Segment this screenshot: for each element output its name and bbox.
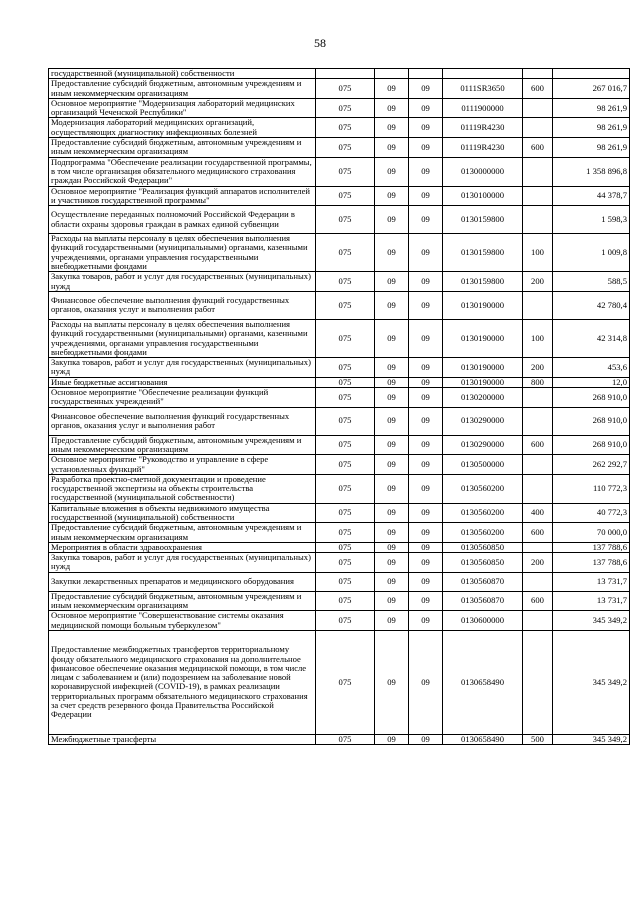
amount-cell: 44 378,7 — [553, 186, 630, 206]
subsection-code-cell: 09 — [409, 474, 443, 503]
ministry-code-cell: 075 — [316, 553, 375, 573]
expense-type-code-cell — [523, 186, 553, 206]
table-row — [49, 503, 630, 523]
section-code-cell: 09 — [375, 319, 409, 357]
amount-cell: 1 598,3 — [553, 206, 630, 234]
target-article-code-cell: 0130560200 — [443, 523, 523, 543]
subsection-code-cell — [409, 69, 443, 79]
section-code-cell: 09 — [375, 79, 409, 99]
section-code-cell: 09 — [375, 455, 409, 475]
expense-type-code-cell: 800 — [523, 377, 553, 387]
section-code-cell: 09 — [375, 118, 409, 138]
subsection-code-cell: 09 — [409, 186, 443, 206]
expense-type-code-cell: 100 — [523, 319, 553, 357]
expense-type-code-cell: 600 — [523, 523, 553, 543]
target-article-code-cell: 0130159800 — [443, 206, 523, 234]
row-name-cell: Предоставление субсидий бюджетным, автономным учреждениям и иным некоммерческим организациям — [49, 591, 316, 611]
expense-type-code-cell: 600 — [523, 591, 553, 611]
expense-type-code-cell — [523, 572, 553, 591]
target-article-code-cell: 0111SR3650 — [443, 79, 523, 99]
amount-cell: 1 009,8 — [553, 234, 630, 272]
amount-cell: 137 788,6 — [553, 553, 630, 573]
section-code-cell: 09 — [375, 291, 409, 319]
ministry-code-cell: 075 — [316, 186, 375, 206]
ministry-code-cell: 075 — [316, 319, 375, 357]
subsection-code-cell: 09 — [409, 118, 443, 138]
target-article-code-cell: 0130560870 — [443, 572, 523, 591]
row-name-cell: Разработка проектно-сметной документации и проведение государственной экспертизы на объекты строительства государственной (муниципальной собственности) — [49, 474, 316, 503]
target-article-code-cell: 0130200000 — [443, 388, 523, 408]
target-article-code-cell: 0130159800 — [443, 234, 523, 272]
expense-type-code-cell — [523, 118, 553, 138]
row-name-cell: Иные бюджетные ассигнования — [49, 377, 316, 387]
subsection-code-cell: 09 — [409, 79, 443, 99]
section-code-cell: 09 — [375, 503, 409, 523]
subsection-code-cell: 09 — [409, 523, 443, 543]
target-article-code-cell: 0130190000 — [443, 377, 523, 387]
table-row — [49, 358, 630, 378]
subsection-code-cell: 09 — [409, 388, 443, 408]
section-code-cell: 09 — [375, 523, 409, 543]
section-code-cell: 09 — [375, 157, 409, 186]
amount-cell: 40 772,3 — [553, 503, 630, 523]
expense-type-code-cell — [523, 98, 553, 118]
amount-cell: 345 349,2 — [553, 611, 630, 631]
row-name-cell: Предоставление субсидий бюджетным, автономным учреждениям и иным некоммерческим организациям — [49, 138, 316, 158]
table-row — [49, 630, 630, 734]
amount-cell: 268 910,0 — [553, 388, 630, 408]
amount-cell: 110 772,3 — [553, 474, 630, 503]
subsection-code-cell: 09 — [409, 572, 443, 591]
target-article-code-cell: 0130290000 — [443, 407, 523, 435]
target-article-code-cell: 0130658490 — [443, 734, 523, 744]
amount-cell: 42 314,8 — [553, 319, 630, 357]
row-name-cell: Закупка товаров, работ и услуг для государственных (муниципальных) нужд — [49, 272, 316, 292]
table-row — [49, 138, 630, 158]
ministry-code-cell — [316, 69, 375, 79]
target-article-code-cell: 0111900000 — [443, 98, 523, 118]
row-name-cell: Межбюджетные трансферты — [49, 734, 316, 744]
target-article-code-cell: 0130560200 — [443, 474, 523, 503]
subsection-code-cell: 09 — [409, 630, 443, 734]
row-name-cell: Предоставление субсидий бюджетным, автономным учреждениям и иным некоммерческим организациям — [49, 523, 316, 543]
amount-cell: 262 292,7 — [553, 455, 630, 475]
ministry-code-cell: 075 — [316, 734, 375, 744]
subsection-code-cell: 09 — [409, 591, 443, 611]
section-code-cell: 09 — [375, 358, 409, 378]
subsection-code-cell: 09 — [409, 358, 443, 378]
row-name-cell: Предоставление межбюджетных трансфертов территориальному фонду обязательного медицинского страхования на дополнительное финансовое обеспечение оказания медицинской помощи, в том числе лицам с заболеванием и (или) подозрением на заболевание новой коронавирусной инфекцией (COVID-19), в рамках реализации территориальных программ обязательного медицинского страхования за счет средств резервного фонда Правительства Российской Федерации — [49, 630, 316, 734]
ministry-code-cell: 075 — [316, 572, 375, 591]
target-article-code-cell: 0130560850 — [443, 542, 523, 552]
table-row — [49, 572, 630, 591]
subsection-code-cell: 09 — [409, 435, 443, 455]
table-row — [49, 435, 630, 455]
amount-cell — [553, 69, 630, 79]
section-code-cell: 09 — [375, 553, 409, 573]
ministry-code-cell: 075 — [316, 377, 375, 387]
section-code-cell: 09 — [375, 377, 409, 387]
table-row — [49, 388, 630, 408]
row-name-cell: Модернизация лабораторий медицинских организаций, осуществляющих диагностику инфекционных болезней — [49, 118, 316, 138]
section-code-cell: 09 — [375, 234, 409, 272]
section-code-cell: 09 — [375, 542, 409, 552]
table-row — [49, 291, 630, 319]
table-row — [49, 407, 630, 435]
amount-cell: 345 349,2 — [553, 630, 630, 734]
amount-cell: 13 731,7 — [553, 591, 630, 611]
subsection-code-cell: 09 — [409, 234, 443, 272]
row-name-cell: Основное мероприятие "Совершенствование системы оказания медицинской помощи больным туберкулезом" — [49, 611, 316, 631]
amount-cell: 268 910,0 — [553, 435, 630, 455]
section-code-cell: 09 — [375, 474, 409, 503]
row-name-cell: Мероприятия в области здравоохранения — [49, 542, 316, 552]
subsection-code-cell: 09 — [409, 157, 443, 186]
subsection-code-cell: 09 — [409, 377, 443, 387]
table-row — [49, 553, 630, 573]
section-code-cell — [375, 69, 409, 79]
target-article-code-cell: 01119R4230 — [443, 138, 523, 158]
budget-table-body — [49, 69, 630, 745]
amount-cell: 267 016,7 — [553, 79, 630, 99]
target-article-code-cell: 0130500000 — [443, 455, 523, 475]
ministry-code-cell: 075 — [316, 157, 375, 186]
table-row — [49, 734, 630, 744]
row-name-cell: Расходы на выплаты персоналу в целях обеспечения выполнения функций государственными (муниципальными) органами, казенными учреждениями, органами управления государственными внебюджетными фондами — [49, 319, 316, 357]
row-name-cell: Основное мероприятие "Модернизация лабораторий медицинских организаций Чеченской Республики" — [49, 98, 316, 118]
section-code-cell: 09 — [375, 572, 409, 591]
ministry-code-cell: 075 — [316, 291, 375, 319]
target-article-code-cell: 0130190000 — [443, 291, 523, 319]
subsection-code-cell: 09 — [409, 542, 443, 552]
table-row — [49, 157, 630, 186]
ministry-code-cell: 075 — [316, 611, 375, 631]
ministry-code-cell: 075 — [316, 542, 375, 552]
row-name-cell: Основное мероприятие "Реализация функций аппаратов исполнителей и участников государственной программы" — [49, 186, 316, 206]
ministry-code-cell: 075 — [316, 79, 375, 99]
ministry-code-cell: 075 — [316, 358, 375, 378]
subsection-code-cell: 09 — [409, 291, 443, 319]
subsection-code-cell: 09 — [409, 553, 443, 573]
table-row — [49, 118, 630, 138]
expense-type-code-cell — [523, 455, 553, 475]
target-article-code-cell: 0130600000 — [443, 611, 523, 631]
row-name-cell: Предоставление субсидий бюджетным, автономным учреждениям и иным некоммерческим организациям — [49, 79, 316, 99]
expense-type-code-cell — [523, 474, 553, 503]
ministry-code-cell: 075 — [316, 407, 375, 435]
expense-type-code-cell: 600 — [523, 138, 553, 158]
expense-type-code-cell — [523, 611, 553, 631]
table-row — [49, 377, 630, 387]
ministry-code-cell: 075 — [316, 98, 375, 118]
table-row — [49, 474, 630, 503]
row-name-cell: государственной (муниципальной) собственности — [49, 69, 316, 79]
subsection-code-cell: 09 — [409, 206, 443, 234]
table-row — [49, 591, 630, 611]
amount-cell: 98 261,9 — [553, 98, 630, 118]
amount-cell: 12,0 — [553, 377, 630, 387]
expense-type-code-cell: 200 — [523, 553, 553, 573]
subsection-code-cell: 09 — [409, 734, 443, 744]
amount-cell: 98 261,9 — [553, 118, 630, 138]
amount-cell: 453,6 — [553, 358, 630, 378]
ministry-code-cell: 075 — [316, 118, 375, 138]
expense-type-code-cell — [523, 206, 553, 234]
ministry-code-cell: 075 — [316, 591, 375, 611]
table-row — [49, 186, 630, 206]
expense-type-code-cell — [523, 291, 553, 319]
subsection-code-cell: 09 — [409, 503, 443, 523]
amount-cell: 70 000,0 — [553, 523, 630, 543]
row-name-cell: Финансовое обеспечение выполнения функций государственных органов, оказания услуг и выполнения работ — [49, 291, 316, 319]
table-row — [49, 69, 630, 79]
amount-cell: 588,5 — [553, 272, 630, 292]
row-name-cell: Осуществление переданных полномочий Российской Федерации в области охраны здоровья граждан в рамках единой субвенции — [49, 206, 316, 234]
table-row — [49, 234, 630, 272]
target-article-code-cell: 0130560200 — [443, 503, 523, 523]
subsection-code-cell: 09 — [409, 138, 443, 158]
amount-cell: 345 349,2 — [553, 734, 630, 744]
expense-type-code-cell: 400 — [523, 503, 553, 523]
budget-table — [48, 68, 630, 745]
subsection-code-cell: 09 — [409, 455, 443, 475]
ministry-code-cell: 075 — [316, 474, 375, 503]
section-code-cell: 09 — [375, 435, 409, 455]
expense-type-code-cell: 200 — [523, 272, 553, 292]
table-row — [49, 542, 630, 552]
section-code-cell: 09 — [375, 611, 409, 631]
amount-cell: 137 788,6 — [553, 542, 630, 552]
table-row — [49, 272, 630, 292]
target-article-code-cell: 0130100000 — [443, 186, 523, 206]
table-row — [49, 611, 630, 631]
section-code-cell: 09 — [375, 138, 409, 158]
row-name-cell: Закупки лекарственных препаратов и медицинского оборудования — [49, 572, 316, 591]
section-code-cell: 09 — [375, 591, 409, 611]
row-name-cell: Финансовое обеспечение выполнения функций государственных органов, оказания услуг и выполнения работ — [49, 407, 316, 435]
subsection-code-cell: 09 — [409, 272, 443, 292]
target-article-code-cell — [443, 69, 523, 79]
row-name-cell: Расходы на выплаты персоналу в целях обеспечения выполнения функций государственными (муниципальными) органами, казенными учреждениями, органами управления государственными внебюджетными фондами — [49, 234, 316, 272]
page-number: 58 — [314, 36, 326, 50]
section-code-cell: 09 — [375, 272, 409, 292]
target-article-code-cell: 0130190000 — [443, 319, 523, 357]
target-article-code-cell: 0130000000 — [443, 157, 523, 186]
amount-cell: 268 910,0 — [553, 407, 630, 435]
section-code-cell: 09 — [375, 186, 409, 206]
target-article-code-cell: 01119R4230 — [443, 118, 523, 138]
amount-cell: 1 358 896,8 — [553, 157, 630, 186]
table-row — [49, 98, 630, 118]
section-code-cell: 09 — [375, 630, 409, 734]
subsection-code-cell: 09 — [409, 611, 443, 631]
expense-type-code-cell — [523, 542, 553, 552]
section-code-cell: 09 — [375, 388, 409, 408]
ministry-code-cell: 075 — [316, 503, 375, 523]
expense-type-code-cell — [523, 407, 553, 435]
row-name-cell: Закупка товаров, работ и услуг для государственных (муниципальных) нужд — [49, 553, 316, 573]
expense-type-code-cell: 600 — [523, 435, 553, 455]
expense-type-code-cell — [523, 69, 553, 79]
ministry-code-cell: 075 — [316, 388, 375, 408]
row-name-cell: Подпрограмма "Обеспечение реализации государственной программы, в том числе организация обязательного медицинского страхования граждан Российской Федерации" — [49, 157, 316, 186]
target-article-code-cell: 0130658490 — [443, 630, 523, 734]
section-code-cell: 09 — [375, 206, 409, 234]
row-name-cell: Капитальные вложения в объекты недвижимого имущества государственной (муниципальной) собственности — [49, 503, 316, 523]
expense-type-code-cell: 100 — [523, 234, 553, 272]
ministry-code-cell: 075 — [316, 435, 375, 455]
ministry-code-cell: 075 — [316, 523, 375, 543]
expense-type-code-cell — [523, 157, 553, 186]
ministry-code-cell: 075 — [316, 206, 375, 234]
row-name-cell: Основное мероприятие "Руководство и управление в сфере установленных функций" — [49, 455, 316, 475]
expense-type-code-cell — [523, 630, 553, 734]
expense-type-code-cell: 500 — [523, 734, 553, 744]
subsection-code-cell: 09 — [409, 407, 443, 435]
target-article-code-cell: 0130290000 — [443, 435, 523, 455]
amount-cell: 42 780,4 — [553, 291, 630, 319]
table-row — [49, 79, 630, 99]
expense-type-code-cell — [523, 388, 553, 408]
table-row — [49, 319, 630, 357]
ministry-code-cell: 075 — [316, 234, 375, 272]
table-row — [49, 523, 630, 543]
section-code-cell: 09 — [375, 98, 409, 118]
target-article-code-cell: 0130560850 — [443, 553, 523, 573]
row-name-cell: Предоставление субсидий бюджетным, автономным учреждениям и иным некоммерческим организациям — [49, 435, 316, 455]
section-code-cell: 09 — [375, 734, 409, 744]
section-code-cell: 09 — [375, 407, 409, 435]
expense-type-code-cell: 600 — [523, 79, 553, 99]
ministry-code-cell: 075 — [316, 138, 375, 158]
target-article-code-cell: 0130190000 — [443, 358, 523, 378]
table-row — [49, 455, 630, 475]
subsection-code-cell: 09 — [409, 319, 443, 357]
ministry-code-cell: 075 — [316, 272, 375, 292]
expense-type-code-cell: 200 — [523, 358, 553, 378]
row-name-cell: Закупка товаров, работ и услуг для государственных (муниципальных) нужд — [49, 358, 316, 378]
table-row — [49, 206, 630, 234]
amount-cell: 13 731,7 — [553, 572, 630, 591]
target-article-code-cell: 0130560870 — [443, 591, 523, 611]
ministry-code-cell: 075 — [316, 630, 375, 734]
amount-cell: 98 261,9 — [553, 138, 630, 158]
subsection-code-cell: 09 — [409, 98, 443, 118]
ministry-code-cell: 075 — [316, 455, 375, 475]
target-article-code-cell: 0130159800 — [443, 272, 523, 292]
row-name-cell: Основное мероприятие "Обеспечение реализации функций государственных учреждений" — [49, 388, 316, 408]
